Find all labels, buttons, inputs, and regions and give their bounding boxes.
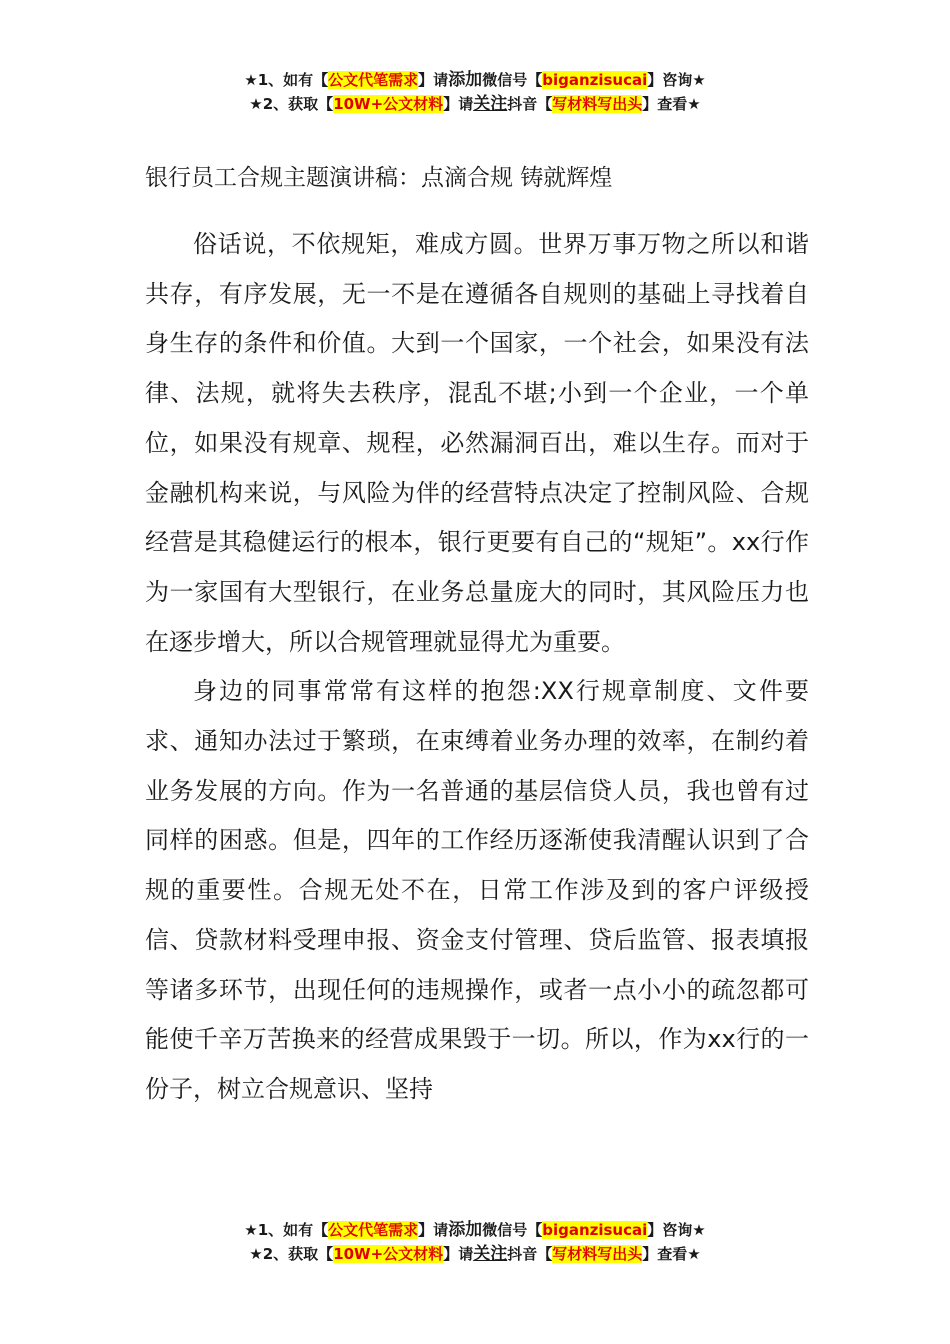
notice-highlight: biganzisucai [542,71,648,89]
notice-text: ★1、如有【 [244,1221,329,1239]
notice-highlight: 10W+公文材料 [333,95,444,113]
notice-text: ★2、获取【 [249,1245,334,1263]
notice-highlight: 写材料写出头 [552,95,643,113]
notice-text: 】请 [418,1221,449,1239]
notice-text: ★1、如有【 [244,71,329,89]
notice-text: 抖音【 [507,1245,553,1263]
document-title: 银行员工合规主题演讲稿：点滴合规 铸就辉煌 [145,165,613,191]
notice-text: 】查看★ [642,1245,701,1263]
footer-notice [0,1218,950,1266]
notice-highlight: biganzisucai [542,1221,648,1239]
notice-text: 】请 [418,71,449,89]
notice-text: 】请 [443,95,474,113]
document-body [145,158,809,1115]
notice-emphasis: 添加 [448,1220,483,1240]
notice-text: 】咨询★ [647,71,706,89]
notice-line-2 [0,1242,950,1266]
header-notice [0,68,950,116]
notice-line-2 [0,92,950,116]
notice-text: ★2、获取【 [249,95,334,113]
notice-highlight: 写材料写出头 [552,1245,643,1263]
notice-text: 微信号【 [482,71,543,89]
paragraph-2: 身边的同事常常有这样的抱怨:XX行规章制度、文件要求、通知办法过于繁琐，在束缚着业务办理的效率，在制约着业务发展的方向。作为一名普通的基层信贷人员，我也曾有过同样的困惑。但是，四年的工作经历逐渐使我清醒认识到了合规的重要性。合规无处不在，日常工作涉及到的客户评级授信、贷款材料受理申报、资金支付管理、贷后监管、报表填报等诸多环节，出现任何的违规操作，或者一点小小的疏忽都可能使千辛万苦换来的经营成果毁于一切。所以，作为xx行的一份子，树立合规意识、坚持 [145,677,809,1103]
notice-emphasis: 关注 [473,1244,508,1264]
notice-text: 】查看★ [642,95,701,113]
notice-text: 抖音【 [507,95,553,113]
paragraph-1: 俗话说，不依规矩，难成方圆。世界万事万物之所以和谐共存，有序发展，无一不是在遵循各自规则的基础上寻找着自身生存的条件和价值。大到一个国家，一个社会，如果没有法律、法规，就将失去秩序，混乱不堪;小到一个企业，一个单位，如果没有规章、规程，必然漏洞百出，难以生存。而对于金融机构来说，与风险为伴的经营特点决定了控制风险、合规经营是其稳健运行的根本，银行更要有自己的“规矩”。xx行作为一家国有大型银行，在业务总量庞大的同时，其风险压力也在逐步增大，所以合规管理就显得尤为重要。 [145,230,809,656]
notice-highlight: 10W+公文材料 [333,1245,444,1263]
notice-text: 】请 [443,1245,474,1263]
notice-text: 微信号【 [482,1221,543,1239]
notice-line-1 [0,68,950,92]
notice-emphasis: 添加 [448,70,483,90]
notice-line-1 [0,1218,950,1242]
notice-highlight: 公文代笔需求 [328,1221,419,1239]
notice-highlight: 公文代笔需求 [328,71,419,89]
notice-text: 】咨询★ [647,1221,706,1239]
notice-emphasis: 关注 [473,94,508,114]
